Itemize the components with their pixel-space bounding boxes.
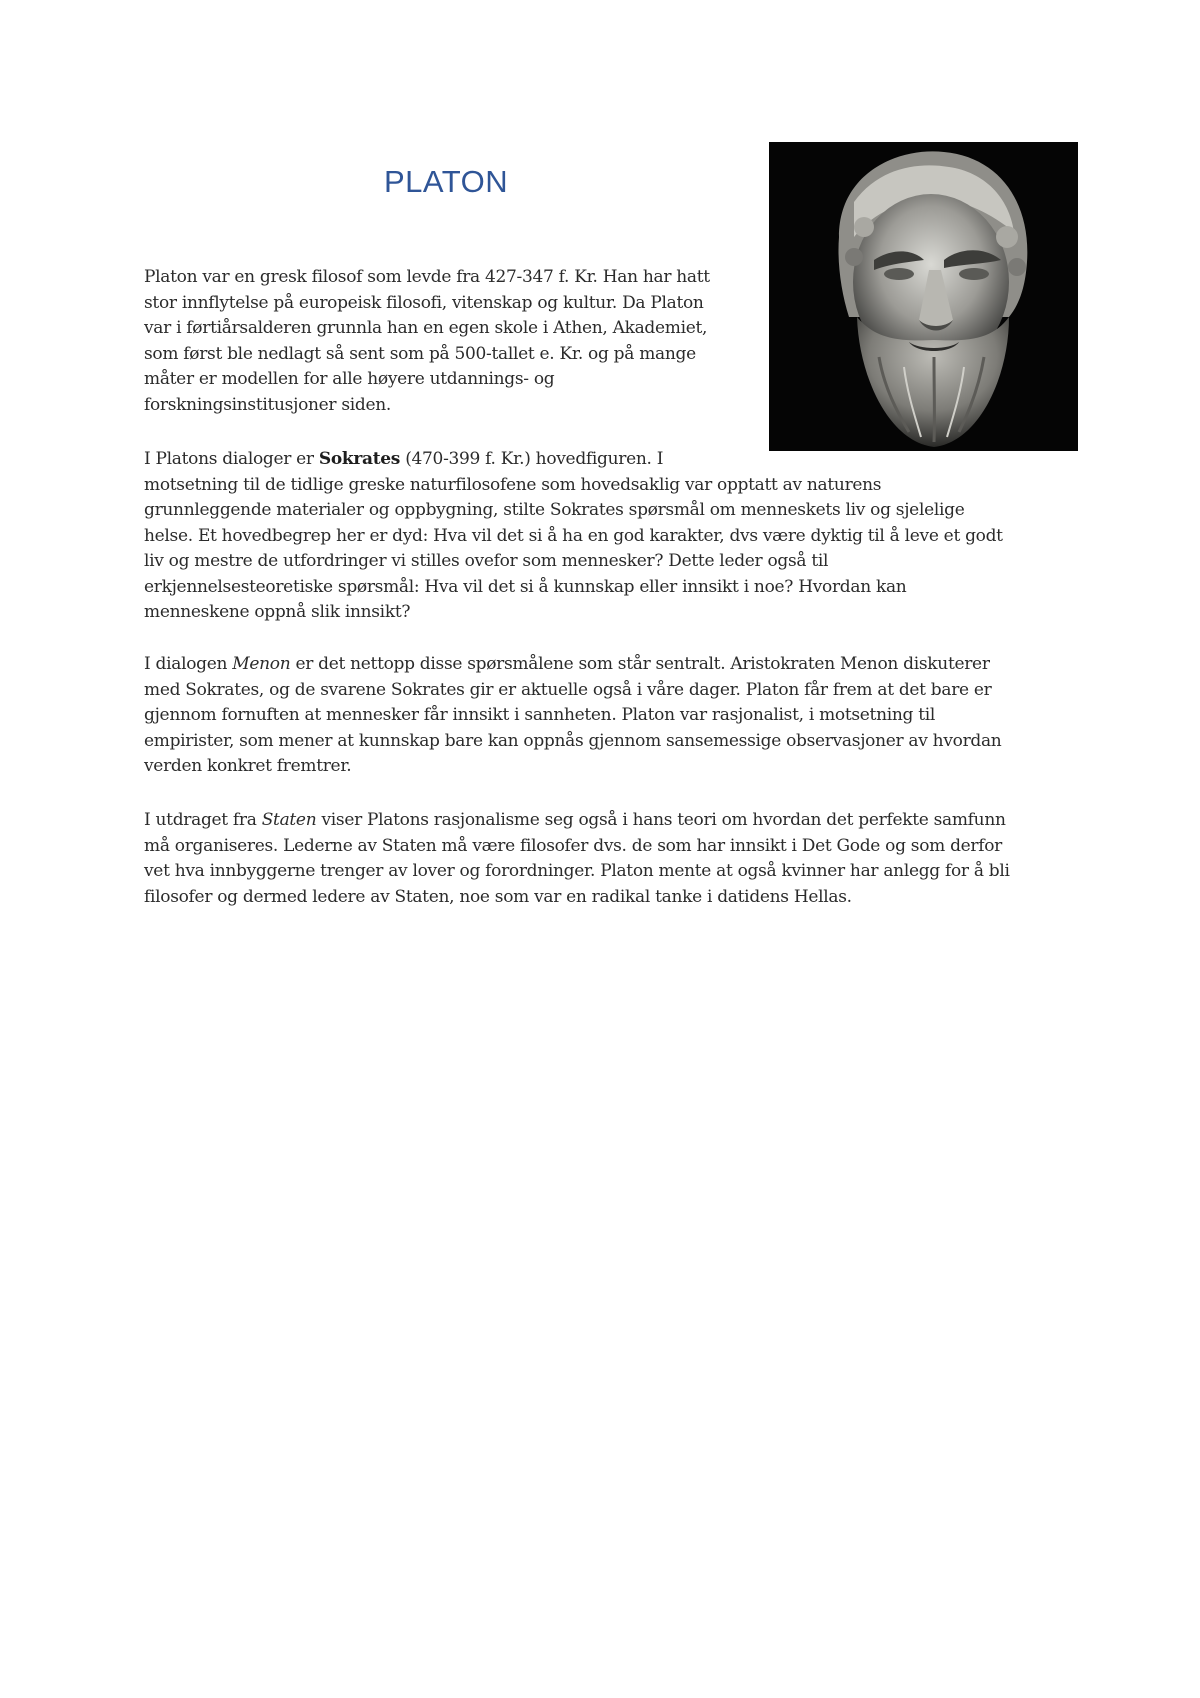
text-line: var i førtiårsalderen grunnla han en egen skole i Athen, Akademiet,: [144, 318, 708, 338]
text-run: I Platons dialoger er: [144, 449, 319, 469]
italic-title-menon: Menon: [232, 654, 291, 674]
text-line: filosofer og dermed ledere av Staten, noe som var en radikal tanke i datidens Hellas.: [144, 886, 852, 907]
text-line: med Sokrates, og de svarene Sokrates gir er aktuelle også i våre dager. Platon får frem at det bare er: [144, 679, 992, 700]
text-line: menneskene oppnå slik innsikt?: [144, 602, 411, 622]
text-line: måter er modellen for alle høyere utdannings- og: [144, 369, 555, 389]
text-run: I dialogen: [144, 654, 233, 674]
intro-paragraph: [144, 265, 764, 418]
text-line: [144, 808, 1084, 834]
menon-paragraph: [144, 652, 1084, 780]
text-run: (470-399 f. Kr.) hovedfiguren. I: [400, 449, 664, 469]
text-line: Platon var en gresk filosof som levde fra 427-347 f. Kr. Han har hatt: [144, 267, 710, 287]
text-line: verden konkret fremtrer.: [144, 756, 352, 776]
text-line: må organiseres. Lederne av Staten må være filosofer dvs. de som har innsikt i Det Gode og som derfor: [144, 835, 1002, 856]
text-run: er det nettopp disse spørsmålene som står sentralt. Aristokraten Menon diskuterer: [290, 654, 990, 674]
plato-bust-portrait: [769, 142, 1078, 451]
text-line: vet hva innbyggerne trenger av lover og forordninger. Platon mente at også kvinner har anlegg for å bli: [144, 861, 1010, 881]
italic-title-staten: Staten: [261, 810, 317, 830]
text-line: helse. Et hovedbegrep her er dyd: Hva vil det si å ha en god karakter, dvs være dyktig til å leve et godt: [144, 525, 1003, 546]
text-line: grunnleggende materialer og oppbygning, stilte Sokrates spørsmål om menneskets liv og sjelelige: [144, 500, 965, 520]
bold-term-sokrates: Sokrates: [318, 449, 401, 469]
text-line: empirister, som mener at kunnskap bare kan oppnås gjennom sansemessige observasjoner av hvordan: [144, 730, 1002, 751]
text-run: viser Platons rasjonalisme seg også i hans teori om hvordan det perfekte samfunn: [316, 810, 1006, 830]
text-line: gjennom fornuften at mennesker får innsikt i sannheten. Platon var rasjonalist, i motsetning til: [144, 705, 936, 725]
sokrates-paragraph: [144, 447, 1084, 626]
text-run: I utdraget fra: [144, 810, 262, 830]
text-line: [144, 652, 1084, 678]
text-line: liv og mestre de utfordringer vi stilles ovefor som mennesker? Dette leder også til: [144, 551, 829, 571]
page-title: PLATON: [384, 164, 509, 199]
staten-paragraph: [144, 808, 1084, 910]
text-line: stor innflytelse på europeisk filosofi, vitenskap og kultur. Da Platon: [144, 292, 704, 313]
text-line: som først ble nedlagt så sent som på 500-tallet e. Kr. og på mange: [144, 343, 696, 364]
text-line: motsetning til de tidlige greske naturfilosofene som hovedsaklig var opptatt av naturens: [144, 474, 882, 495]
plato-bust-icon: [769, 142, 1078, 451]
text-line: forskningsinstitusjoner siden.: [144, 394, 392, 415]
text-line: [144, 447, 1084, 473]
text-line: erkjennelsesteoretiske spørsmål: Hva vil det si å kunnskap eller innsikt i noe? Hvordan kan: [144, 576, 907, 597]
